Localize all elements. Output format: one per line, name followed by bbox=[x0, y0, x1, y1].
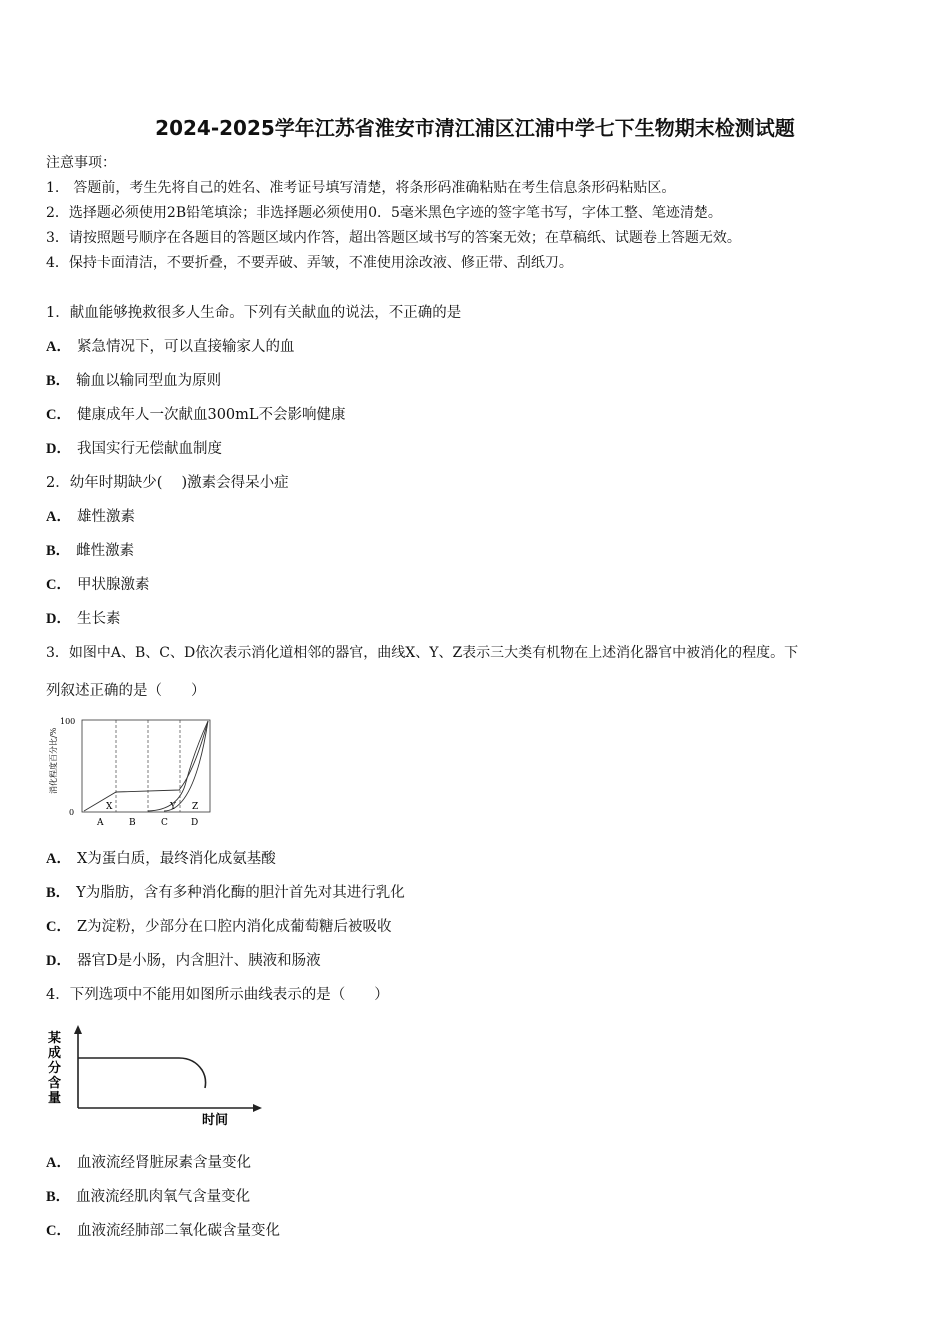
option-text: 血液流经肌肉氧气含量变化 bbox=[76, 1189, 251, 1205]
option-letter: A． bbox=[46, 1155, 71, 1171]
option[interactable] bbox=[46, 505, 135, 526]
option-letter: D． bbox=[46, 441, 71, 457]
chart-xlabel: 时间 bbox=[202, 1113, 229, 1128]
notice-heading: 注意事项： bbox=[46, 155, 116, 171]
option[interactable] bbox=[46, 1219, 280, 1240]
question-stem: 2．幼年时期缺少( )激素会得呆小症 bbox=[46, 475, 289, 491]
option-text: 甲状腺激素 bbox=[76, 577, 150, 593]
notice-item: 4．保持卡面清洁，不要折叠，不要弄破、弄皱，不准使用涂改液、修正带、刮纸刀。 bbox=[46, 255, 573, 271]
question-stem: 4．下列选项中不能用如图所示曲线表示的是（ ） bbox=[46, 987, 389, 1003]
option-letter: A． bbox=[46, 339, 71, 355]
option-text: 输血以输同型血为原则 bbox=[76, 373, 222, 389]
digestion-chart bbox=[44, 712, 224, 832]
option[interactable] bbox=[46, 949, 321, 970]
option-text: 雌性激素 bbox=[76, 543, 135, 559]
notice-item: 3．请按照题号顺序在各题目的答题区域内作答，超出答题区域书写的答案无效；在草稿纸、试题卷上答题无效。 bbox=[46, 230, 741, 246]
ytick-label: 100 bbox=[60, 717, 76, 726]
option[interactable] bbox=[46, 335, 294, 356]
ytick-label: 0 bbox=[69, 808, 75, 817]
option-text: 血液流经肾脏尿素含量变化 bbox=[76, 1155, 251, 1171]
option-letter: D． bbox=[46, 953, 71, 969]
option-letter: C． bbox=[46, 407, 71, 423]
option-letter: C． bbox=[46, 919, 71, 935]
chart-ylabel: 某 成 分 含 量 bbox=[48, 1031, 62, 1106]
option-letter: B． bbox=[46, 1189, 71, 1205]
option-text: 我国实行无偿献血制度 bbox=[76, 441, 222, 457]
option-text: Z为淀粉，少部分在口腔内消化成葡萄糖后被吸收 bbox=[76, 919, 392, 935]
category-label: B bbox=[129, 818, 136, 828]
option[interactable] bbox=[46, 1151, 251, 1172]
option-text: 器官D是小肠，内含胆汁、胰液和肠液 bbox=[76, 953, 321, 969]
category-label: A bbox=[97, 818, 104, 828]
page-title: 2024-2025学年江苏省淮安市清江浦区江浦中学七下生物期末检测试题 bbox=[155, 116, 795, 140]
option-letter: C． bbox=[46, 577, 71, 593]
option[interactable] bbox=[46, 847, 276, 868]
content-curve-chart bbox=[44, 1022, 269, 1130]
notice-item: 1. 答题前，考生先将自己的姓名、准考证号填写清楚，将条形码准确粘贴在考生信息条形码粘贴区。 bbox=[46, 180, 676, 196]
option[interactable] bbox=[46, 437, 222, 458]
notice-item: 2．选择题必须使用2B铅笔填涂；非选择题必须使用0．5毫米黑色字迹的签字笔书写，字体工整、笔迹清楚。 bbox=[46, 205, 722, 221]
option-text: 健康成年人一次献血300mL不会影响健康 bbox=[76, 407, 346, 423]
series-label-x: X bbox=[106, 802, 113, 812]
option-letter: A． bbox=[46, 509, 71, 525]
option[interactable] bbox=[46, 573, 149, 594]
option-text: 生长素 bbox=[76, 611, 121, 627]
option[interactable] bbox=[46, 539, 134, 560]
question-stem: 列叙述正确的是（ ） bbox=[46, 683, 206, 699]
option-text: 雄性激素 bbox=[76, 509, 135, 525]
x-axis-arrow bbox=[253, 1104, 262, 1112]
option-letter: A． bbox=[46, 851, 71, 867]
option-letter: C． bbox=[46, 1223, 71, 1239]
question-stem: 1．献血能够挽救很多人生命。下列有关献血的说法，不正确的是 bbox=[46, 305, 462, 321]
series-x-line bbox=[84, 721, 208, 811]
series-label-y: Y bbox=[170, 802, 176, 812]
region-dividers bbox=[116, 720, 180, 812]
category-label: C bbox=[161, 818, 168, 828]
option-letter: B． bbox=[46, 373, 71, 389]
option-letter: B． bbox=[46, 543, 71, 559]
option[interactable] bbox=[46, 607, 120, 628]
category-label: D bbox=[191, 818, 199, 828]
option-letter: B． bbox=[46, 885, 71, 901]
series-y-line bbox=[148, 721, 208, 811]
y-axis-arrow bbox=[74, 1025, 82, 1034]
option-text: 血液流经肺部二氧化碳含量变化 bbox=[76, 1223, 280, 1239]
question-stem: 3．如图中A、B、C、D依次表示消化道相邻的器官，曲线X、Y、Z表示三大类有机物在上述消化器官中被消化的程度。下 bbox=[46, 645, 799, 661]
chart-ylabel: 消化程度百分比/% bbox=[49, 727, 58, 794]
series-z-line bbox=[164, 721, 208, 811]
option[interactable] bbox=[46, 915, 392, 936]
option[interactable] bbox=[46, 1185, 250, 1206]
option-text: X为蛋白质，最终消化成氨基酸 bbox=[76, 851, 276, 867]
option-text: 紧急情况下，可以直接输家人的血 bbox=[76, 339, 295, 355]
option-text: Y为脂肪，含有多种消化酶的胆汁首先对其进行乳化 bbox=[76, 885, 405, 901]
series-label-z: Z bbox=[192, 802, 199, 812]
option[interactable] bbox=[46, 881, 405, 902]
option-letter: D． bbox=[46, 611, 71, 627]
series-line bbox=[78, 1058, 206, 1088]
option[interactable] bbox=[46, 369, 221, 390]
option[interactable] bbox=[46, 403, 346, 424]
